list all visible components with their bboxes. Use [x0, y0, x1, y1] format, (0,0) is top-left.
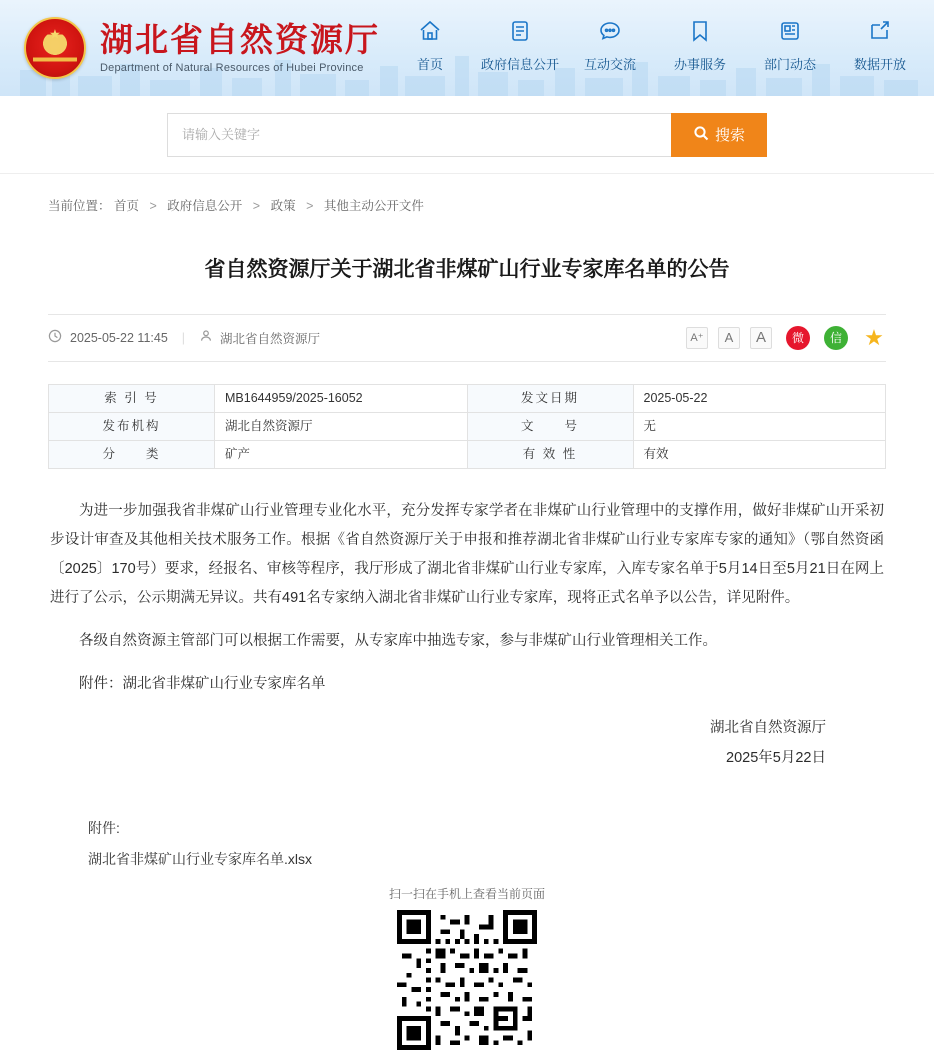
font-size-large-button[interactable]: A⁺ [686, 327, 708, 349]
nav-label: 办事服务 [673, 57, 726, 72]
article-attachment-note: 附件：湖北省非煤矿山行业专家库名单 [79, 675, 326, 692]
main-nav [396, 19, 914, 77]
breadcrumb-prefix: 当前位置： [48, 199, 111, 213]
font-size-medium-button[interactable]: A [718, 327, 740, 349]
signature-org: 湖北省自然资源厅 [710, 719, 826, 736]
wechat-icon[interactable]: 信 [824, 326, 848, 350]
national-emblem [24, 17, 86, 79]
attachment-block [48, 773, 886, 875]
attachment-label: 附件: [88, 820, 120, 837]
info-value: 湖北自然资源厅 [215, 412, 468, 440]
info-value: 无 [633, 412, 886, 440]
info-label: 发布机构 [49, 412, 215, 440]
breadcrumb [24, 174, 910, 230]
info-label: 索 引 号 [49, 384, 215, 412]
breadcrumb-separator: > [149, 199, 157, 213]
publish-time-group [48, 329, 168, 346]
document-info-table [48, 384, 886, 469]
news-icon [777, 19, 803, 48]
article-body [48, 483, 886, 699]
breadcrumb-item-2[interactable]: 政策 [270, 199, 296, 213]
breadcrumb-item-3[interactable]: 其他主动公开文件 [323, 199, 424, 213]
info-value: MB1644959/2025-16052 [215, 384, 468, 412]
info-value: 2025-05-22 [633, 384, 886, 412]
site-subtitle: Department of Natural Resources of Hubei Province [100, 62, 364, 75]
meta-divider: | [181, 330, 186, 345]
info-value: 矿产 [215, 440, 468, 468]
breadcrumb-item-0[interactable]: 首页 [114, 199, 140, 213]
table-row [49, 440, 886, 468]
nav-label: 数据开放 [853, 57, 906, 72]
article-tools [686, 326, 886, 350]
attachment-file-link[interactable]: 湖北省非煤矿山行业专家库名单.xlsx [88, 851, 312, 868]
qr-code [397, 910, 537, 1050]
info-label: 发文日期 [467, 384, 633, 412]
page-title: 省自然资源厅关于湖北省非煤矿山行业专家库名单的公告 [204, 257, 730, 281]
breadcrumb-separator: > [252, 199, 261, 213]
share-data-icon [867, 19, 893, 48]
favorite-icon[interactable]: ★ [864, 324, 884, 350]
weibo-icon[interactable]: 微 [786, 326, 810, 350]
nav-item-home[interactable] [396, 19, 464, 73]
article-meta [48, 314, 886, 362]
site-title-block [100, 19, 380, 75]
breadcrumb-separator: > [306, 199, 314, 213]
nav-label: 首页 [416, 57, 443, 72]
publish-time: 2025-05-22 11:45 [70, 330, 168, 345]
search-band [0, 96, 934, 174]
article-paragraph: 各级自然资源主管部门可以根据工作需要，从专家库中抽选专家，参与非煤矿山行业管理相关工作。 [79, 632, 717, 649]
nav-label: 部门动态 [763, 57, 816, 72]
source-group [199, 329, 320, 347]
source-label: 湖北省自然资源厅 [220, 331, 321, 346]
article-wrapper [24, 230, 910, 1050]
article-paragraph: 为进一步加强我省非煤矿山行业管理专业化水平，充分发挥专家学者在非煤矿山行业管理中的支撑作用，做好非煤矿山开采初步设计审查及其他相关技术服务工作。根据《省自然资源厅关于申报和推荐湖北省非煤矿山行业专家库专家的通知》（鄂自然资函〔2025〕170号）要求，经报名、审核等程序，我厅形成了湖北省非煤矿山行业专家库，入库专家名单于5月14日至5月21日在网上进行了公示，公示期满无异议。共有491名专家纳入湖北省非煤矿山行业专家库，现将正式名单予以公告，详见附件。 [50, 502, 884, 606]
clock-icon [48, 329, 62, 346]
bookmark-icon [687, 19, 713, 48]
nav-item-government-info[interactable] [481, 19, 560, 73]
breadcrumb-item-1[interactable]: 政府信息公开 [167, 199, 243, 213]
info-value: 有效 [633, 440, 886, 468]
nav-item-news[interactable] [756, 19, 824, 73]
document-icon [507, 19, 533, 48]
info-label: 文 号 [467, 412, 633, 440]
nav-item-services[interactable] [666, 19, 734, 73]
table-row [49, 384, 886, 412]
site-header [0, 0, 934, 96]
chat-icon [597, 19, 623, 48]
signature-block [48, 713, 886, 774]
info-label: 分 类 [49, 440, 215, 468]
home-icon [417, 19, 443, 48]
emblem-star-icon: ★ [49, 26, 61, 42]
qr-block [48, 875, 886, 1050]
qr-caption: 扫一扫在手机上查看当前页面 [388, 886, 545, 901]
search-input[interactable] [167, 113, 671, 157]
search-icon [693, 125, 709, 145]
nav-label: 互动交流 [583, 57, 636, 72]
font-size-small-button[interactable]: A [750, 327, 772, 349]
search-button-label: 搜索 [714, 127, 745, 144]
source-icon [199, 329, 213, 346]
search-button[interactable] [671, 113, 767, 157]
table-row [49, 412, 886, 440]
info-label: 有 效 性 [467, 440, 633, 468]
nav-label: 政府信息公开 [481, 57, 560, 72]
signature-date: 2025年5月22日 [726, 749, 826, 766]
nav-item-open-data[interactable] [846, 19, 914, 73]
search-box [167, 113, 767, 157]
nav-item-interaction[interactable] [576, 19, 644, 73]
content-area [0, 174, 934, 1050]
site-title: 湖北省自然资源厅 [100, 19, 380, 59]
